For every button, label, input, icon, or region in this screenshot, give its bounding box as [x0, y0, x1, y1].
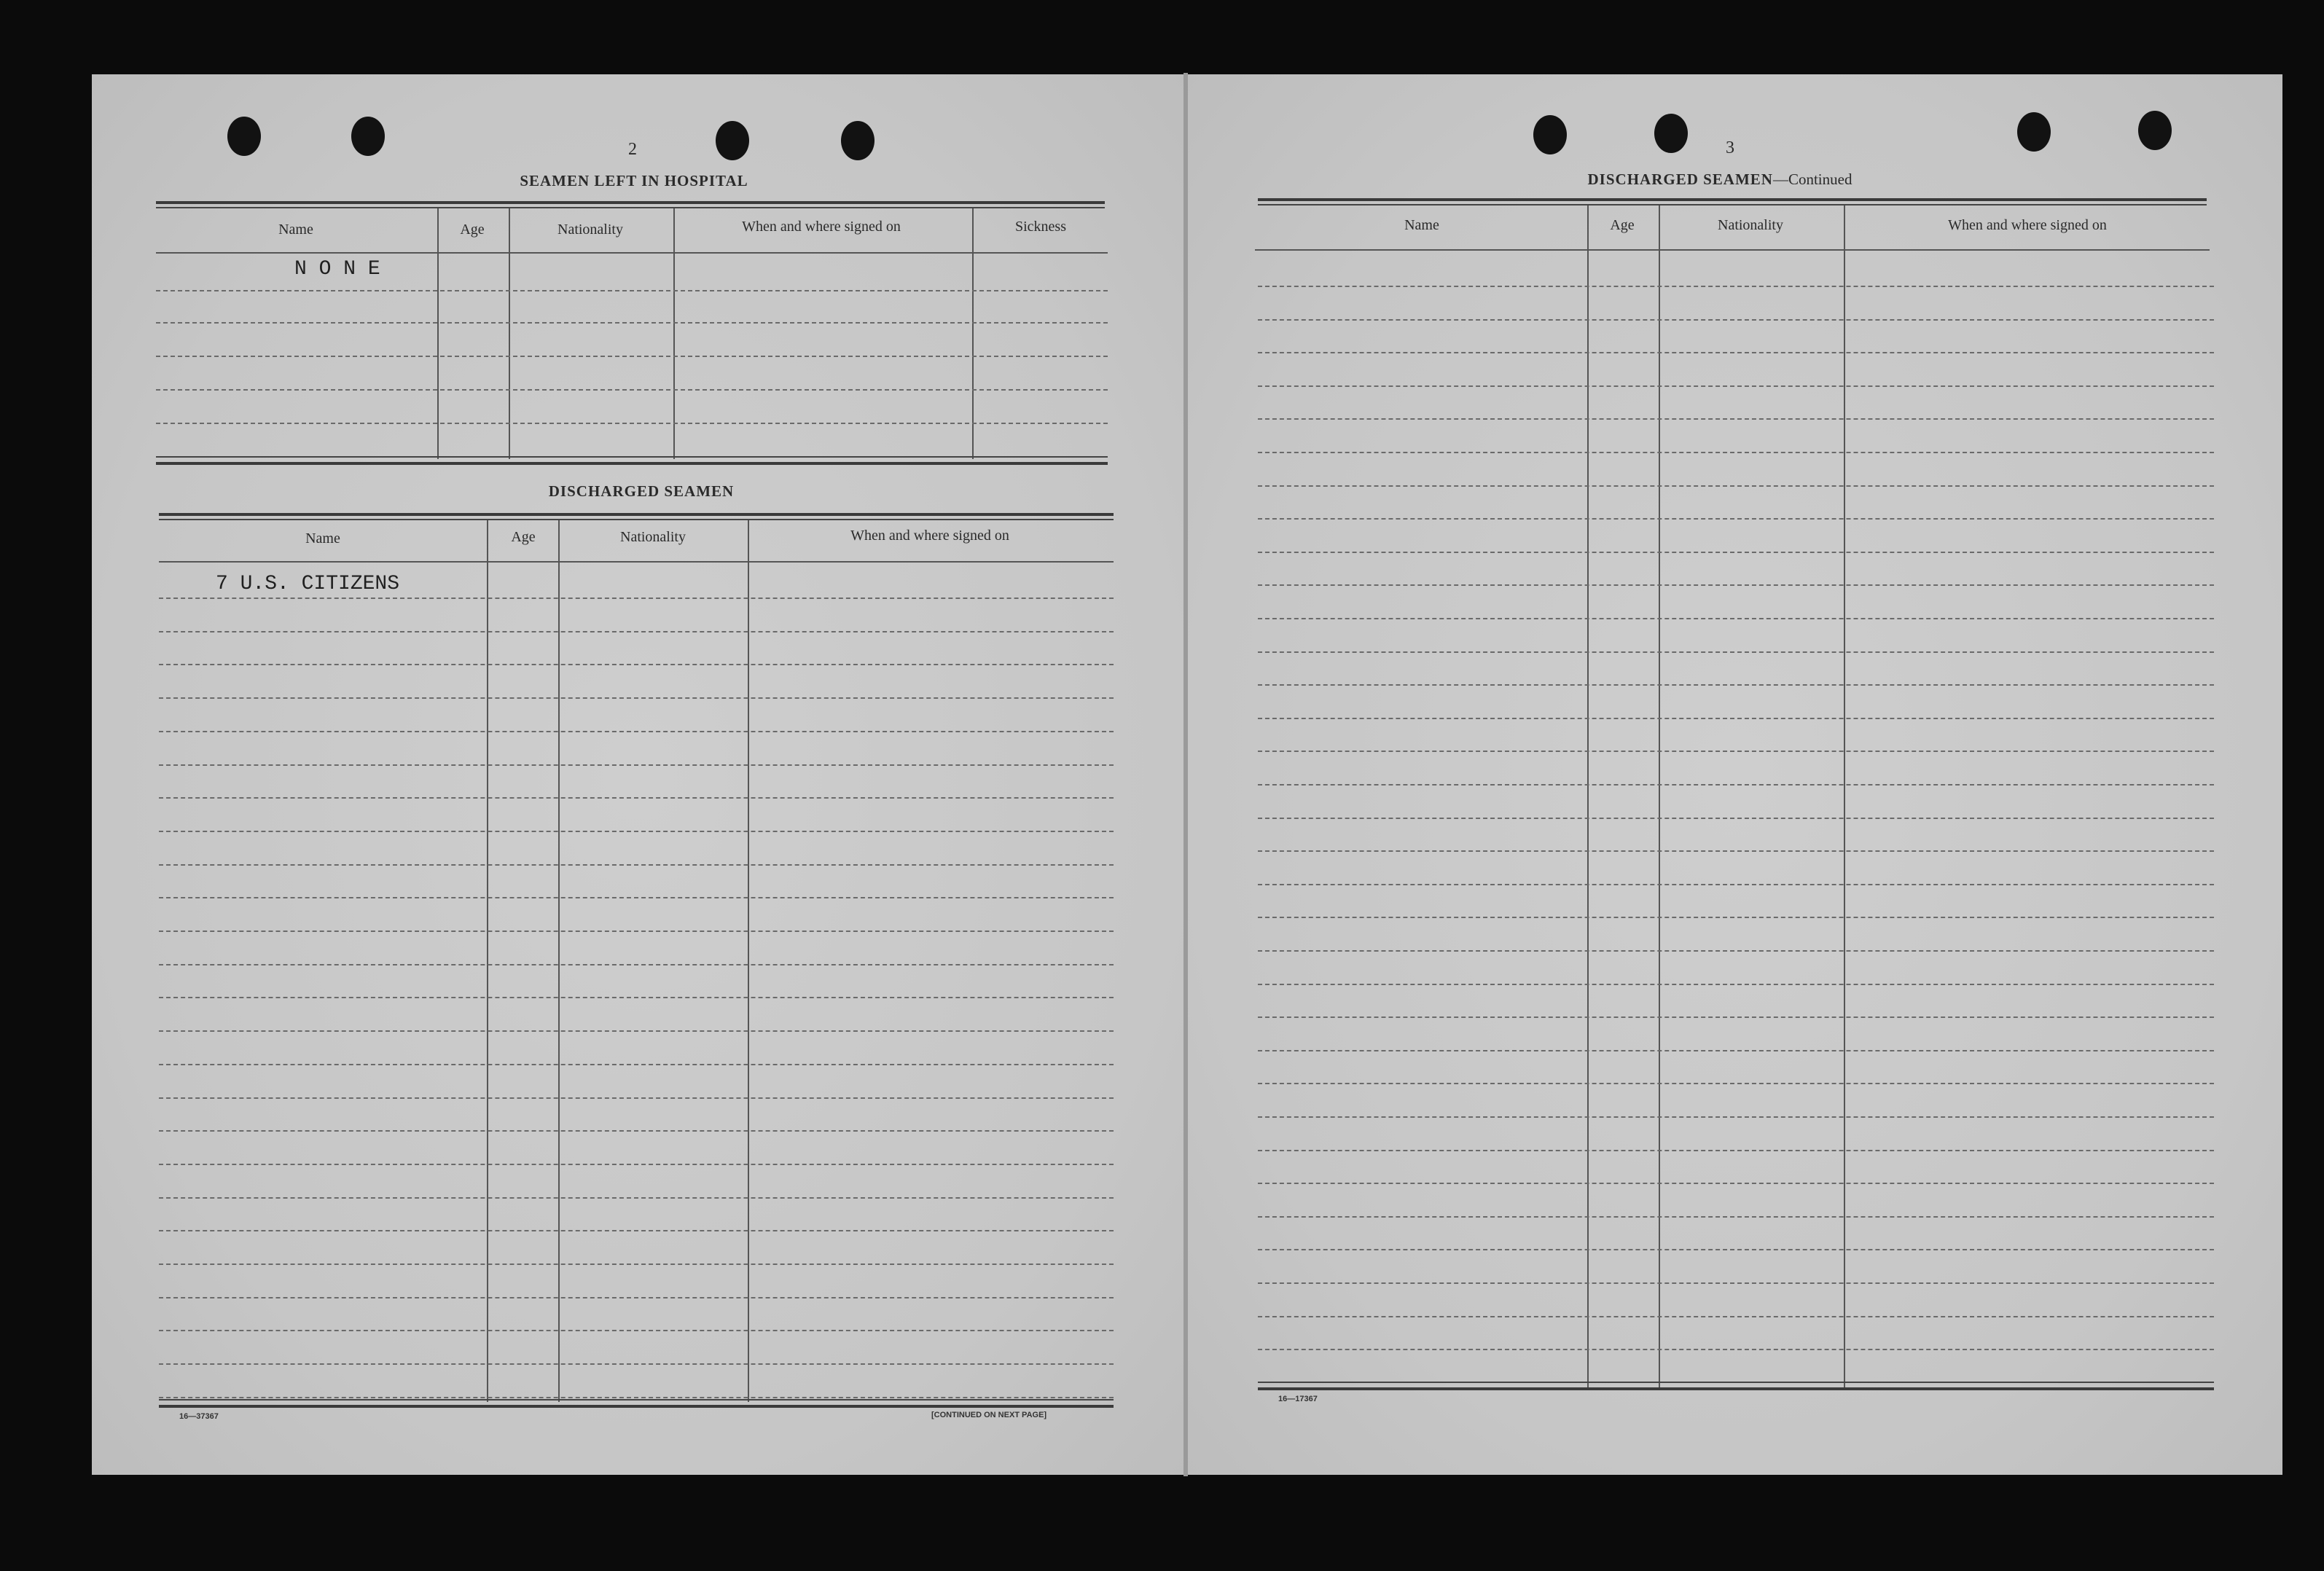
- ruled-row-line: [159, 697, 1114, 699]
- hospital-col-nationality: Nationality: [557, 222, 623, 238]
- discharged-col-nationality: Nationality: [620, 529, 686, 545]
- ruled-row-line: [1258, 418, 2214, 420]
- right-col-signed-on: When and where signed on: [1948, 217, 2107, 233]
- ruled-row-line: [1258, 1183, 2214, 1184]
- discharged-col-divider: [748, 520, 749, 1402]
- ruled-row-line: [159, 598, 1114, 599]
- right-top-rule: [1258, 198, 2207, 201]
- ruled-row-line: [1258, 1349, 2214, 1350]
- form-number: 16—37367: [179, 1412, 219, 1421]
- ruled-row-line: [159, 1064, 1114, 1065]
- ruled-row-line: [159, 1397, 1114, 1398]
- discharged-col-age: Age: [511, 529, 536, 545]
- ruled-row-line: [159, 897, 1114, 898]
- discharged-continued-suffix: —Continued: [1772, 171, 1852, 188]
- right-col-divider: [1587, 205, 1589, 1387]
- ruled-row-line: [1258, 684, 2214, 686]
- continued-note: [CONTINUED ON NEXT PAGE]: [931, 1411, 1047, 1419]
- hospital-top-rule-2: [156, 207, 1105, 208]
- ruled-row-line: [159, 1030, 1114, 1032]
- ruled-row-line: [1258, 917, 2214, 918]
- punch-hole: [716, 121, 749, 160]
- hospital-section-title: SEAMEN LEFT IN HOSPITAL: [520, 172, 748, 189]
- ruled-row-line: [159, 1330, 1114, 1331]
- ruled-row-line: [159, 964, 1114, 965]
- right-col-divider: [1844, 205, 1845, 1387]
- ruled-row-line: [159, 1363, 1114, 1365]
- discharged-top-rule-2: [159, 519, 1114, 520]
- ruled-row-line: [1258, 1282, 2214, 1284]
- discharged-section-title: DISCHARGED SEAMEN: [548, 482, 735, 500]
- hospital-row-line: [156, 322, 1108, 324]
- ruled-row-line: [1258, 452, 2214, 453]
- discharged-col-name: Name: [305, 530, 340, 546]
- page-number: 2: [628, 140, 637, 159]
- ruled-row-line: [1258, 485, 2214, 487]
- ruled-row-line: [159, 831, 1114, 832]
- ruled-row-line: [1258, 1050, 2214, 1051]
- ruled-row-line: [1258, 1249, 2214, 1250]
- ruled-row-line: [1258, 584, 2214, 586]
- hospital-row-line: [156, 290, 1108, 291]
- ruled-row-line: [159, 1197, 1114, 1199]
- ruled-row-line: [1258, 850, 2214, 852]
- ruled-row-line: [1258, 984, 2214, 985]
- hospital-col-age: Age: [460, 222, 485, 238]
- punch-hole: [1533, 115, 1567, 154]
- page-number: 3: [1726, 138, 1734, 157]
- hospital-col-divider: [673, 208, 675, 459]
- right-col-name: Name: [1404, 217, 1439, 233]
- hospital-row-line: [156, 356, 1108, 357]
- ruled-row-line: [1258, 1316, 2214, 1317]
- ruled-row-line: [1258, 1216, 2214, 1218]
- ruled-row-line: [1258, 751, 2214, 752]
- page-fold: [1183, 73, 1188, 1476]
- ruled-row-line: [1258, 784, 2214, 786]
- ruled-row-line: [1258, 718, 2214, 719]
- ruled-row-line: [1258, 552, 2214, 553]
- discharged-top-rule: [159, 513, 1114, 516]
- punch-hole: [351, 117, 385, 156]
- right-col-nationality: Nationality: [1718, 217, 1783, 233]
- discharged-continued-title: [1494, 171, 1946, 189]
- ruled-row-line: [159, 997, 1114, 998]
- hospital-col-divider: [437, 208, 439, 459]
- hospital-col-signed-on: When and where signed on: [742, 219, 901, 235]
- right-col-divider: [1659, 205, 1660, 1387]
- ruled-row-line: [159, 631, 1114, 632]
- ruled-row-line: [1258, 385, 2214, 387]
- ruled-row-line: [1258, 950, 2214, 952]
- hospital-col-divider: [972, 208, 974, 459]
- hospital-bottom-rule-2: [156, 462, 1108, 465]
- ruled-row-line: [159, 1264, 1114, 1265]
- punch-hole: [841, 121, 875, 160]
- ruled-row-line: [159, 1097, 1114, 1099]
- ruled-row-line: [159, 1164, 1114, 1165]
- ruled-row-line: [159, 864, 1114, 866]
- ruled-row-line: [159, 764, 1114, 766]
- punch-hole: [1654, 114, 1688, 153]
- ruled-row-line: [1258, 352, 2214, 353]
- ruled-row-line: [1258, 1116, 2214, 1118]
- ruled-row-line: [159, 1297, 1114, 1298]
- hospital-top-rule: [156, 201, 1105, 204]
- ruled-row-line: [159, 931, 1114, 932]
- ruled-row-line: [1258, 618, 2214, 619]
- hospital-row-line: [156, 423, 1108, 424]
- ruled-row-line: [1258, 818, 2214, 819]
- discharged-header-rule: [159, 561, 1114, 563]
- right-top-rule-2: [1258, 204, 2207, 205]
- hospital-col-name: Name: [278, 222, 313, 238]
- ruled-row-line: [1258, 1016, 2214, 1018]
- hospital-row-line: [156, 389, 1108, 391]
- ruled-row-line: [1258, 1150, 2214, 1151]
- hospital-col-divider: [509, 208, 510, 459]
- ruled-row-line: [159, 1230, 1114, 1231]
- ruled-row-line: [1258, 319, 2214, 321]
- right-col-age: Age: [1610, 217, 1635, 233]
- right-bottom-rule: [1258, 1382, 2214, 1383]
- discharged-col-divider: [487, 520, 488, 1402]
- right-page: [1186, 74, 2282, 1475]
- ruled-row-line: [1258, 286, 2214, 287]
- discharged-col-signed-on: When and where signed on: [850, 528, 1009, 544]
- discharged-bottom-rule-2: [159, 1405, 1114, 1408]
- discharged-entry: 7 U.S. CITIZENS: [216, 573, 400, 595]
- right-bottom-rule-2: [1258, 1387, 2214, 1390]
- ruled-row-line: [159, 664, 1114, 665]
- hospital-entry: N O N E: [294, 258, 380, 281]
- punch-hole: [227, 117, 261, 156]
- form-number: 16—17367: [1278, 1395, 1318, 1403]
- discharged-col-divider: [558, 520, 560, 1402]
- ruled-row-line: [159, 1130, 1114, 1132]
- ruled-row-line: [159, 797, 1114, 799]
- ruled-row-line: [1258, 518, 2214, 520]
- ruled-row-line: [159, 731, 1114, 732]
- ruled-row-line: [1258, 1083, 2214, 1084]
- ruled-row-line: [1258, 884, 2214, 885]
- punch-hole: [2017, 112, 2051, 152]
- right-header-rule: [1255, 249, 2210, 251]
- discharged-bottom-rule: [159, 1399, 1114, 1400]
- hospital-col-sickness: Sickness: [1015, 219, 1066, 235]
- hospital-bottom-rule: [156, 456, 1108, 458]
- hospital-header-rule: [156, 252, 1108, 254]
- discharged-continued-title-main: DISCHARGED SEAMEN: [1587, 171, 1773, 188]
- punch-hole: [2138, 111, 2172, 150]
- ruled-row-line: [1258, 651, 2214, 653]
